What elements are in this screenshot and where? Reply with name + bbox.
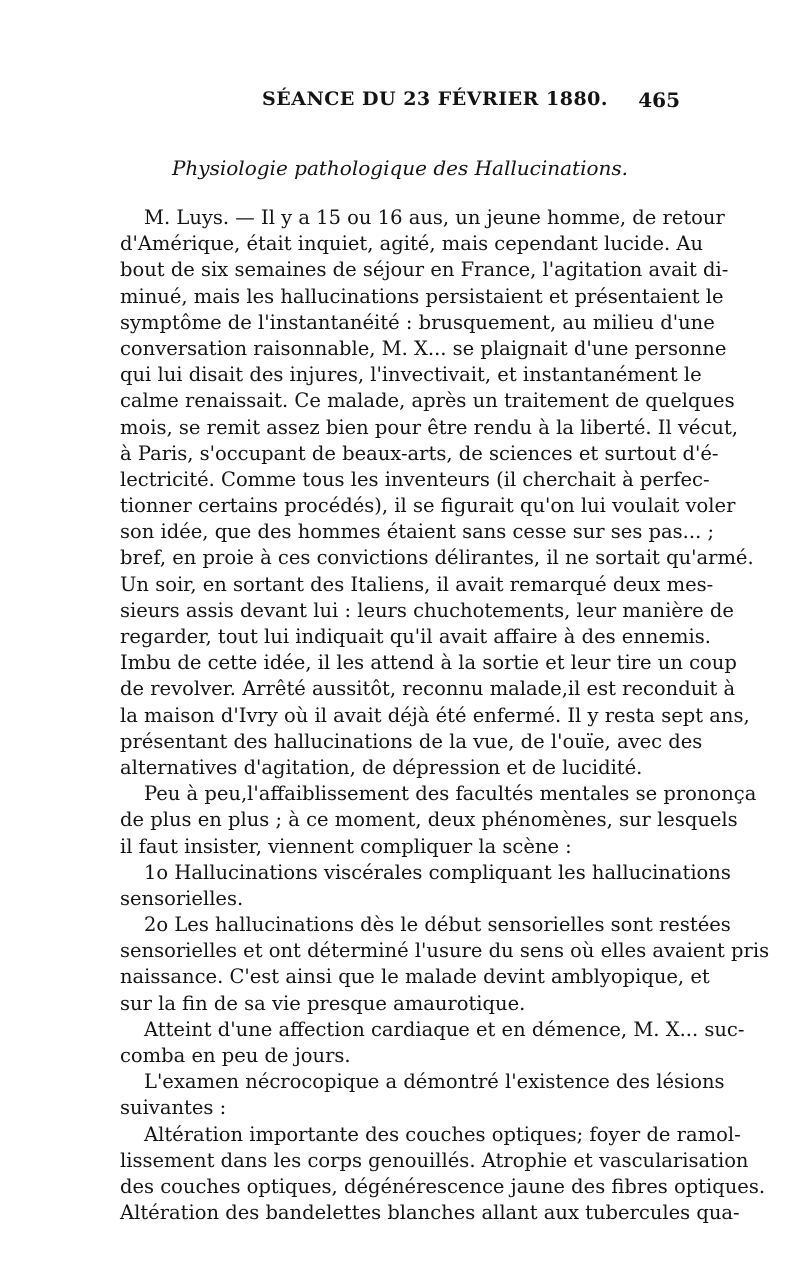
text-line: de plus en plus ; à ce moment, deux phénomènes, sur lesquels [120, 808, 738, 832]
text-line: sur la fin de sa vie presque amaurotique. [120, 991, 526, 1015]
text-line: conversation raisonnable, M. X... se plaignait d'une personne [120, 336, 727, 360]
text-line: sieurs assis devant lui : leurs chuchotements, leur manière de [120, 598, 734, 622]
text-line: Atteint d'une affection cardiaque et en démence, M. X... suc- [144, 1017, 745, 1041]
text-line: calme renaissait. Ce malade, après un traitement de quelques [120, 389, 735, 413]
running-title: SÉANCE DU 23 FÉVRIER 1880. [262, 88, 609, 110]
text-line: naissance. C'est ainsi que le malade devint amblyopique, et [120, 965, 710, 989]
section-title: Physiologie pathologique des Hallucinations. [171, 156, 629, 180]
text-line: alternatives d'agitation, de dépression et de lucidité. [120, 755, 643, 779]
text-line: Un soir, en sortant des Italiens, il avait remarqué deux mes- [120, 572, 714, 596]
text-line: suivantes : [120, 1096, 227, 1120]
text-line: il faut insister, viennent compliquer la scène : [120, 834, 572, 858]
text-line: L'examen nécrocopique a démontré l'existence des lésions [144, 1070, 725, 1094]
text-line: Altération importante des couches optiques; foyer de ramol- [144, 1122, 741, 1146]
text-line: sensorielles. [120, 886, 244, 910]
text-line: bref, en proie à ces convictions délirantes, il ne sortait qu'armé. [120, 546, 754, 570]
text-line: tionner certains procédés), il se figurait qu'on lui voulait voler [120, 494, 736, 518]
text-line: Altération des bandelettes blanches allant aux tubercules qua- [120, 1201, 740, 1225]
text-line: mois, se remit assez bien pour être rendu à la liberté. Il vécut, [120, 415, 738, 439]
text-line: Imbu de cette idée, il les attend à la sortie et leur tire un coup [120, 651, 737, 675]
text-line: d'Amérique, était inquiet, agité, mais cependant lucide. Au [120, 232, 704, 256]
text-line: regarder, tout lui indiquait qu'il avait affaire à des ennemis. [120, 625, 711, 648]
text-line: qui lui disait des injures, l'invectivait, et instantanément le [120, 363, 702, 387]
page-number: 465 [638, 88, 680, 112]
text-line: lissement dans les corps genouillés. Atrophie et vascularisation [120, 1148, 749, 1172]
text-line: symptôme de l'instantanéité : brusquement, au milieu d'une [120, 310, 715, 334]
text-line: sensorielles et ont déterminé l'usure du sens où elles avaient pris [120, 939, 770, 963]
text-line: bout de six semaines de séjour en France, l'agitation avait di- [120, 258, 729, 282]
text-line: minué, mais les hallucinations persistaient et présentaient le [120, 284, 724, 308]
text-line: de revolver. Arrêté aussitôt, reconnu malade,il est reconduit à [120, 677, 736, 701]
text-line: son idée, que des hommes étaient sans cesse sur ses pas... ; [120, 520, 715, 544]
text-line: lectricité. Comme tous les inventeurs (il cherchait à perfec- [120, 467, 710, 491]
text-line: 2o Les hallucinations dès le début sensorielles sont restées [144, 913, 731, 937]
text-line: présentant des hallucinations de la vue, de l'ouïe, avec des [120, 729, 703, 753]
text-line: Peu à peu,l'affaiblissement des facultés mentales se prononça [144, 782, 757, 806]
text-line: des couches optiques, dégénérescence jaune des fibres optiques. [120, 1174, 766, 1198]
text-line: à Paris, s'occupant de beaux-arts, de sciences et surtout d'é- [120, 441, 719, 465]
running-head [120, 88, 680, 118]
text-line: 1o Hallucinations viscérales compliquant les hallucinations [144, 860, 731, 884]
text-line: M. Luys. — Il y a 15 ou 16 aus, un jeune homme, de retour [144, 206, 725, 229]
text-line: comba en peu de jours. [120, 1044, 351, 1067]
body-text [120, 205, 770, 1226]
text-line: la maison d'Ivry où il avait déjà été enfermé. Il y resta sept ans, [120, 703, 750, 727]
